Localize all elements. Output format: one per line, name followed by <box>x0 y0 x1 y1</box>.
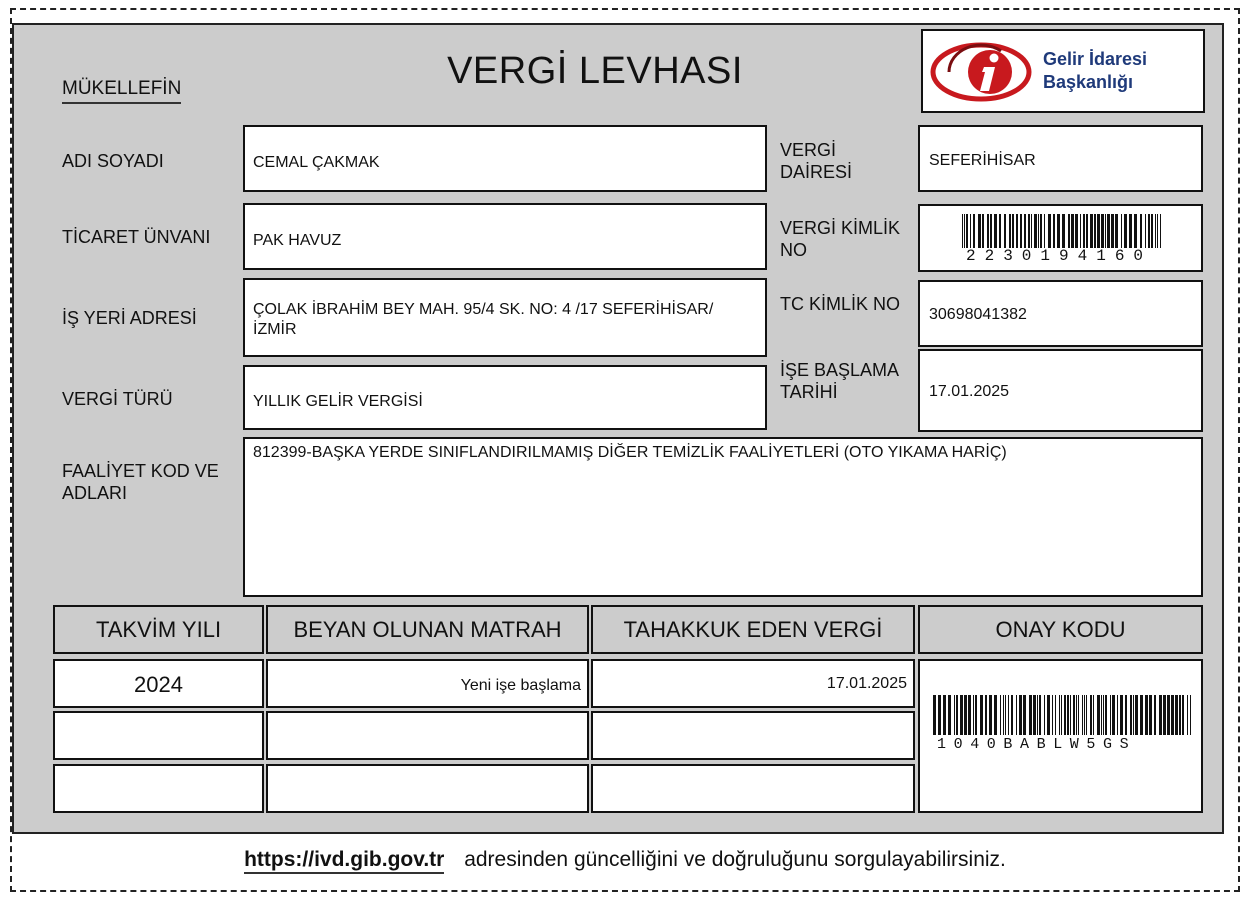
footer-text: adresinden güncelliğini ve doğruluğunu sorgulayabilirsiniz. <box>464 848 1006 871</box>
logo-line2: Başkanlığı <box>1043 72 1134 92</box>
barcode-bar <box>1140 214 1142 248</box>
vergi-turu-box <box>243 365 767 430</box>
vergi-kimlik-no: 2230194160 <box>966 247 1153 265</box>
barcode-bar <box>1086 695 1087 735</box>
barcode-bar <box>994 695 997 735</box>
barcode-bar <box>1080 214 1081 248</box>
barcode-bar <box>1151 214 1153 248</box>
logo-line1: Gelir İdaresi <box>1043 49 1148 69</box>
vergi-turu-label: VERGİ TÜRÜ <box>62 389 173 409</box>
barcode-bar <box>1086 214 1088 248</box>
vergi-kimlik-label <box>780 217 900 261</box>
barcode-bar <box>1016 214 1018 248</box>
barcode-bar <box>1155 214 1156 248</box>
adi-soyadi-label: ADI SOYADI <box>62 151 164 171</box>
barcode-bar <box>1120 695 1123 735</box>
barcode-bar <box>990 214 992 248</box>
barcode-bar <box>1024 214 1026 248</box>
table-cell <box>53 659 264 708</box>
barcode-bar <box>1105 695 1107 735</box>
barcode-bar <box>1190 695 1191 735</box>
adres-line1: ÇOLAK İBRAHİM BEY MAH. 95/4 SK. NO: 4 /17 SEFERİHİSAR/ <box>253 301 714 318</box>
adres-line2: İZMİR <box>253 321 297 338</box>
ticaret-unvani-value: PAK HAVUZ <box>253 232 342 249</box>
barcode-bar <box>1031 214 1032 248</box>
adi-soyadi-value: CEMAL ÇAKMAK <box>253 154 380 171</box>
barcode-bar <box>1124 214 1127 248</box>
barcode-bar <box>1016 695 1017 735</box>
barcode-bar <box>1167 695 1170 735</box>
barcode-bar <box>1071 214 1074 248</box>
barcode-bar <box>1107 214 1110 248</box>
tc-kimlik-label: TC KİMLİK NO <box>780 294 901 314</box>
header-takvim-yili: TAKVİM YILI <box>53 605 264 654</box>
tc-kimlik-value: 30698041382 <box>929 306 1027 323</box>
barcode-bar <box>1020 214 1022 248</box>
ise-baslama-label <box>780 359 899 403</box>
onay-kodu-box <box>918 659 1203 813</box>
vergi-kimlik-label-line1: VERGİ KİMLİK <box>780 218 901 238</box>
is-yeri-adresi-label: İŞ YERİ ADRESİ <box>62 308 197 328</box>
barcode-bar <box>1073 695 1075 735</box>
barcode-bar <box>1148 214 1150 248</box>
barcode-bar <box>1101 695 1102 735</box>
section-label: MÜKELLEFİN <box>62 78 181 104</box>
header-beyan-matrah: BEYAN OLUNAN MATRAH <box>266 605 589 654</box>
barcode-bar <box>980 695 983 735</box>
barcode-bar <box>1097 214 1100 248</box>
barcode-bar <box>1047 695 1050 735</box>
barcode-bar <box>1000 695 1001 735</box>
barcode-bar <box>1028 214 1030 248</box>
faaliyet-box <box>243 437 1203 597</box>
barcode-bar <box>1033 695 1036 735</box>
vergi-kimlik-box <box>918 204 1203 272</box>
barcode-bar <box>1105 214 1106 248</box>
barcode-bar <box>1012 214 1014 248</box>
barcode-bar <box>1075 214 1078 248</box>
barcode-bar <box>1070 695 1071 735</box>
onay-kodu-value: 1040BABLW5GS <box>937 736 1137 753</box>
barcode-bar <box>1082 695 1083 735</box>
gib-logo <box>921 29 1205 113</box>
barcode-bar <box>1157 214 1158 248</box>
barcode-bar <box>1094 214 1096 248</box>
tahakkuk-vergi-value: 17.01.2025 <box>826 675 907 692</box>
barcode-bar <box>1090 695 1092 735</box>
barcode-bar <box>994 214 997 248</box>
barcode-bar <box>1003 695 1004 735</box>
barcode-bar <box>975 695 977 735</box>
barcode-bar <box>1083 214 1085 248</box>
is-yeri-adresi-value <box>253 300 713 340</box>
logo-text <box>1043 48 1147 94</box>
barcode-bar <box>962 214 963 248</box>
barcode-bar <box>1134 214 1137 248</box>
takvim-yili-value: 2024 <box>134 672 183 697</box>
barcode-bar <box>1140 695 1143 735</box>
barcode-bar <box>1135 695 1138 735</box>
barcode-bar <box>938 695 941 735</box>
barcode-bar <box>964 214 965 248</box>
barcode-bar <box>985 695 987 735</box>
barcode-bar <box>948 695 951 735</box>
barcode-bar <box>973 214 975 248</box>
tc-kimlik-box <box>918 280 1203 347</box>
footer <box>0 848 1250 872</box>
is-yeri-adresi-box <box>243 278 767 357</box>
barcode-bar <box>1111 214 1114 248</box>
barcode-bar <box>1011 695 1013 735</box>
barcode-bar <box>1187 695 1188 735</box>
barcode-bar <box>1179 695 1181 735</box>
barcode-bar <box>1029 695 1032 735</box>
faaliyet-value: 812399-BAŞKA YERDE SINIFLANDIRILMAMIŞ DİĞER TEMİZLİK FAALİYETLERİ (OTO YIKAMA HARİÇ) <box>253 444 1007 461</box>
barcode-bar <box>1171 695 1174 735</box>
barcode-bar <box>1093 695 1094 735</box>
faaliyet-label <box>62 460 219 504</box>
barcode-bar <box>1129 214 1132 248</box>
vergi-kimlik-label-line2: NO <box>780 240 807 260</box>
barcode-bar <box>989 695 992 735</box>
barcode-bar <box>1055 695 1056 735</box>
barcode-bar <box>956 695 958 735</box>
barcode-bar <box>1044 695 1045 735</box>
ise-baslama-value: 17.01.2025 <box>929 383 1010 400</box>
onay-kodu-barcode <box>933 695 1191 735</box>
barcode-bar <box>1103 695 1104 735</box>
header-onay-kodu: ONAY KODU <box>918 605 1203 654</box>
barcode-bar <box>973 695 974 735</box>
vergi-dairesi-label-line1: VERGİ <box>780 140 837 160</box>
barcode-bar <box>1145 214 1146 248</box>
barcode-bar <box>1040 214 1042 248</box>
barcode-bar <box>1163 695 1166 735</box>
barcode-bar <box>943 695 946 735</box>
barcode-bar <box>1061 695 1062 735</box>
barcode-bar <box>1009 214 1011 248</box>
barcode-bar <box>1005 695 1006 735</box>
barcode-bar <box>970 214 971 248</box>
vergi-dairesi-box <box>918 125 1203 192</box>
barcode-bar <box>1121 214 1122 248</box>
page-title: VERGİ LEVHASI <box>447 50 743 92</box>
barcode-bar <box>1067 695 1069 735</box>
header-tahakkuk-vergi: TAHAKKUK EDEN VERGİ <box>591 605 915 654</box>
barcode-bar <box>1019 695 1022 735</box>
ise-baslama-label-line2: TARİHİ <box>780 382 838 402</box>
table-cell <box>53 711 264 760</box>
barcode-bar <box>1062 214 1065 248</box>
barcode-bar <box>1097 695 1100 735</box>
barcode-bar <box>968 695 971 735</box>
barcode-bar <box>1064 695 1066 735</box>
ticaret-unvani-box <box>243 203 767 270</box>
table-cell <box>266 764 589 813</box>
barcode-bar <box>964 695 967 735</box>
barcode-bar <box>1154 695 1156 735</box>
ise-baslama-box <box>918 349 1203 432</box>
barcode-bar <box>1175 695 1178 735</box>
barcode-bar <box>1039 695 1041 735</box>
ise-baslama-label-line1: İŞE BAŞLAMA <box>780 360 900 380</box>
barcode-bar <box>999 214 1001 248</box>
barcode-bar <box>1053 214 1055 248</box>
barcode-bar <box>1160 214 1161 248</box>
table-cell <box>591 711 915 760</box>
beyan-matrah-value: Yeni işe başlama <box>460 677 581 694</box>
barcode-bar <box>1068 214 1070 248</box>
barcode-bar <box>978 214 981 248</box>
barcode-bar <box>1115 214 1118 248</box>
barcode-bar <box>982 214 984 248</box>
barcode-bar <box>954 695 955 735</box>
barcode-bar <box>1125 695 1127 735</box>
faaliyet-label-line2: ADLARI <box>62 483 128 503</box>
barcode-bar <box>1008 695 1009 735</box>
barcode-bar <box>1159 695 1162 735</box>
adi-soyadi-box <box>243 125 767 192</box>
barcode-bar <box>1037 695 1038 735</box>
barcode-bar <box>1145 695 1148 735</box>
barcode-bar <box>1076 695 1077 735</box>
table-cell <box>591 764 915 813</box>
barcode-bar <box>1034 214 1037 248</box>
vergi-turu-value: YILLIK GELİR VERGİSİ <box>253 393 423 410</box>
ticaret-unvani-label: TİCARET ÜNVANI <box>62 227 211 247</box>
barcode-bar <box>1090 214 1093 248</box>
verification-link[interactable]: https://ivd.gib.gov.tr <box>244 848 444 874</box>
barcode-bar <box>1149 695 1152 735</box>
barcode-bar <box>966 214 968 248</box>
vergi-dairesi-value: SEFERİHİSAR <box>929 152 1036 169</box>
table-cell <box>266 659 589 708</box>
vergi-dairesi-label-line2: DAİRESİ <box>780 162 853 182</box>
barcode-bar <box>1084 695 1085 735</box>
gib-i-logo-icon <box>929 39 1035 105</box>
barcode-bar <box>1052 695 1053 735</box>
barcode-bar <box>1182 695 1184 735</box>
barcode-bar <box>1078 695 1079 735</box>
table-cell <box>591 659 915 708</box>
barcode-bar <box>987 214 989 248</box>
faaliyet-label-line1: FAALİYET KOD VE <box>62 461 219 481</box>
barcode-bar <box>1057 214 1060 248</box>
barcode-bar <box>1059 695 1060 735</box>
barcode-bar <box>1133 695 1134 735</box>
barcode-bar <box>1110 695 1111 735</box>
vergi-kimlik-barcode <box>962 214 1162 248</box>
barcode-bar <box>1112 695 1115 735</box>
barcode-bar <box>1038 214 1039 248</box>
table-cell <box>266 711 589 760</box>
barcode-bar <box>1023 695 1026 735</box>
barcode-bar <box>1048 214 1051 248</box>
barcode-bar <box>933 695 936 735</box>
barcode-bar <box>960 695 963 735</box>
barcode-bar <box>1004 214 1006 248</box>
barcode-bar <box>1101 214 1104 248</box>
barcode-bar <box>1044 214 1045 248</box>
barcode-bar <box>1117 695 1118 735</box>
barcode-bar <box>1130 695 1132 735</box>
table-cell <box>53 764 264 813</box>
vergi-dairesi-label <box>780 139 852 183</box>
